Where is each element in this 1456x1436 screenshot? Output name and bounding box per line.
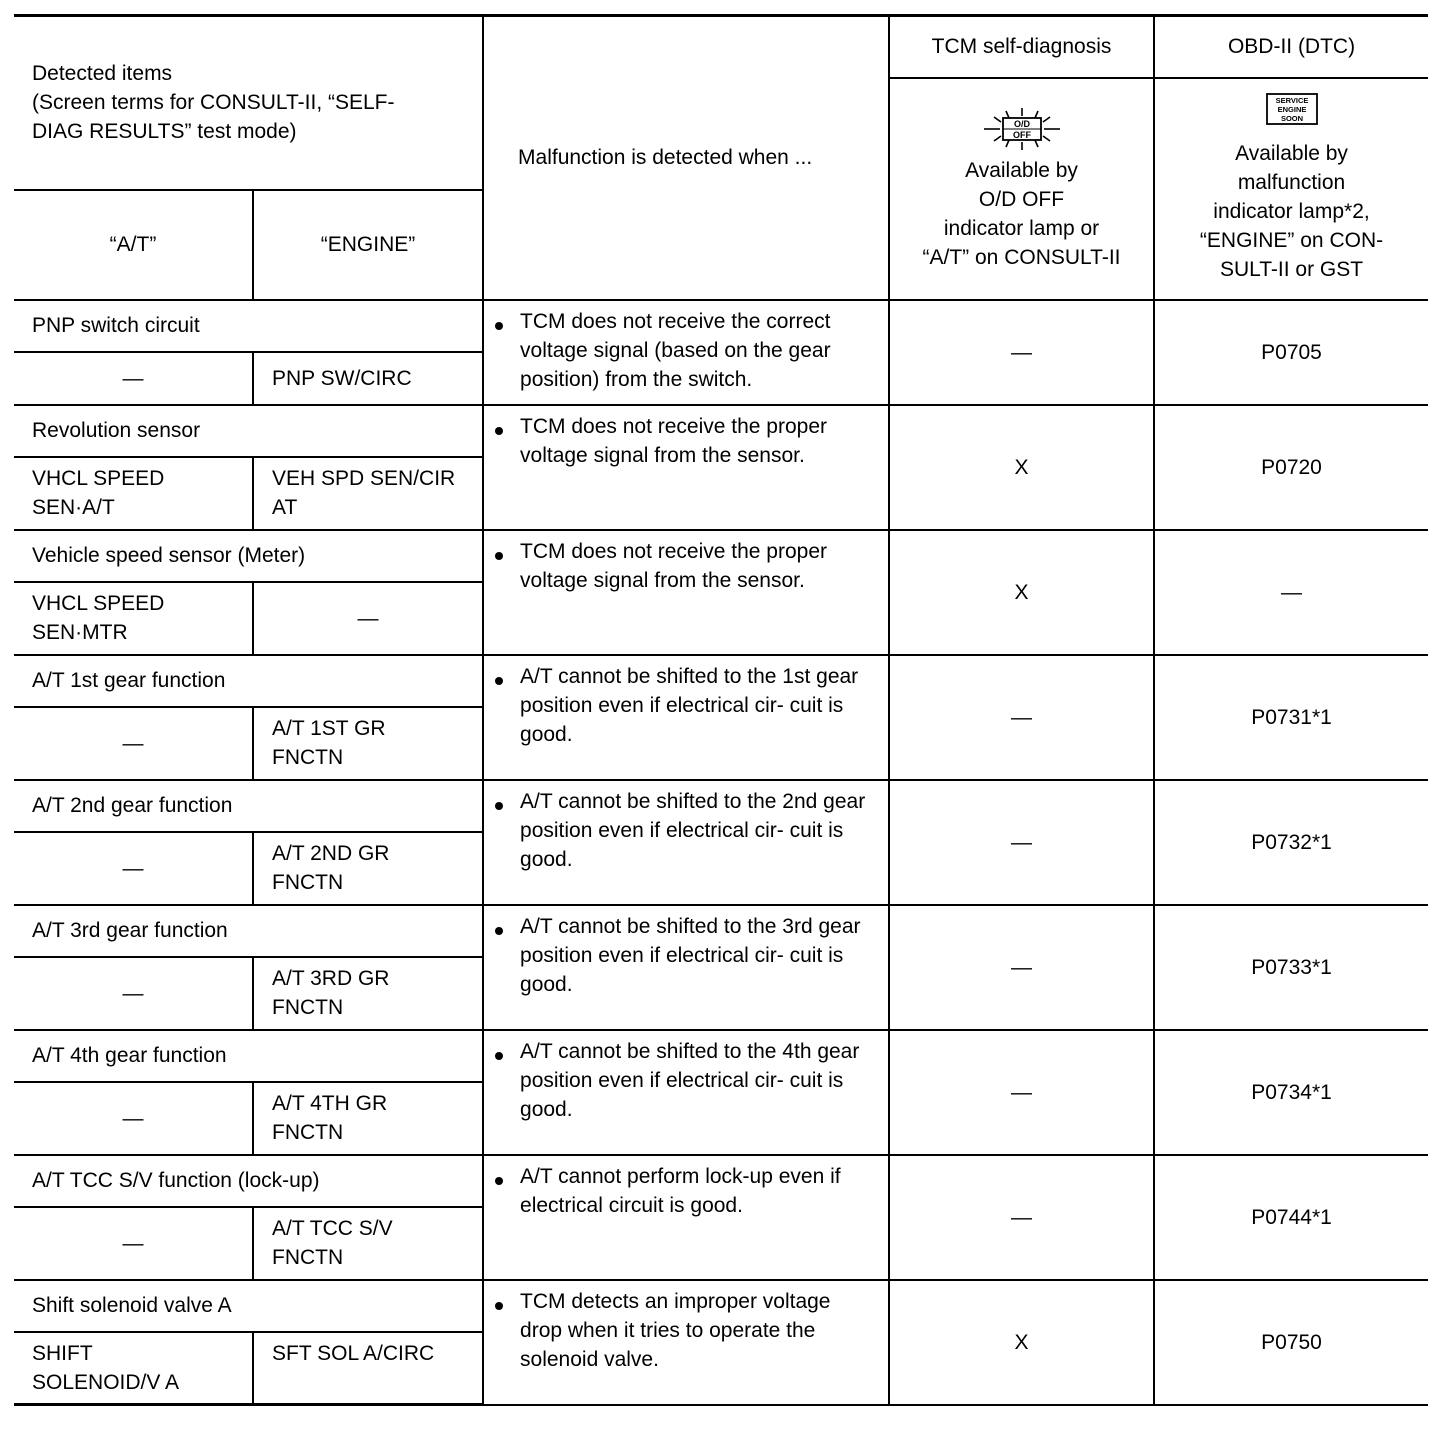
table-row xyxy=(14,1030,1428,1082)
malfunction-condition: TCM detects an improper voltage drop when it tries to operate the solenoid valve. xyxy=(483,1280,889,1405)
mil-text-3: SOON xyxy=(1280,114,1303,123)
od-lamp-text-1: O/D xyxy=(1013,118,1030,129)
mil-text-2: ENGINE xyxy=(1277,105,1306,114)
detected-item: A/T 2nd gear function xyxy=(14,780,483,832)
engine-screen-term: VEH SPD SEN/CIR AT xyxy=(253,457,483,530)
detected-item: A/T 3rd gear function xyxy=(14,905,483,957)
obd-dtc-value: P0733*1 xyxy=(1154,905,1428,1030)
engine-screen-term: A/T 3RD GR FNCTN xyxy=(253,957,483,1030)
tcm-self-diagnosis-value: X xyxy=(889,530,1154,655)
header-engine: “ENGINE” xyxy=(253,190,483,300)
detected-item: A/T 1st gear function xyxy=(14,655,483,707)
table-row xyxy=(14,1280,1428,1332)
malfunction-condition: A/T cannot perform lock-up even if electrical circuit is good. xyxy=(483,1155,889,1280)
header-at: “A/T” xyxy=(14,190,253,300)
malfunction-condition: A/T cannot be shifted to the 4th gear position even if electrical cir- cuit is good. xyxy=(483,1030,889,1155)
at-screen-term: — xyxy=(14,352,253,405)
table-row xyxy=(14,405,1428,457)
detected-item: Shift solenoid valve A xyxy=(14,1280,483,1332)
tcm-self-diagnosis-value: — xyxy=(889,655,1154,780)
engine-screen-term: A/T 4TH GR FNCTN xyxy=(253,1082,483,1155)
obd-dtc-value: P0720 xyxy=(1154,405,1428,530)
od-off-lamp-icon xyxy=(976,106,1068,152)
at-screen-term: VHCL SPEED SEN·MTR xyxy=(14,582,253,655)
table-row xyxy=(14,655,1428,707)
tcm-self-diagnosis-value: X xyxy=(889,405,1154,530)
obd-dtc-value: P0732*1 xyxy=(1154,780,1428,905)
obd-dtc-value: P0750 xyxy=(1154,1280,1428,1405)
tcm-self-diagnosis-value: — xyxy=(889,1030,1154,1155)
obd-dtc-value: P0705 xyxy=(1154,300,1428,405)
header-tcm-availability xyxy=(889,78,1154,300)
at-screen-term: VHCL SPEED SEN·A/T xyxy=(14,457,253,530)
table-row xyxy=(14,905,1428,957)
header-tcm-self-diagnosis: TCM self-diagnosis xyxy=(889,16,1154,78)
malfunction-condition: TCM does not receive the proper voltage signal from the sensor. xyxy=(483,530,889,655)
service-engine-soon-icon xyxy=(1266,93,1318,125)
tcm-self-diagnosis-value: — xyxy=(889,780,1154,905)
header-malfunction: Malfunction is detected when ... xyxy=(483,16,889,300)
engine-screen-term: SFT SOL A/CIRC xyxy=(253,1332,483,1405)
malfunction-condition: TCM does not receive the correct voltage signal (based on the gear position) from the switch. xyxy=(483,300,889,405)
tcm-self-diagnosis-value: — xyxy=(889,905,1154,1030)
engine-screen-term: A/T 2ND GR FNCTN xyxy=(253,832,483,905)
tcm-self-diagnosis-value: — xyxy=(889,300,1154,405)
at-screen-term: — xyxy=(14,957,253,1030)
self-diagnosis-table xyxy=(14,14,1428,1406)
at-screen-term: SHIFT SOLENOID/V A xyxy=(14,1332,253,1405)
detected-item: Vehicle speed sensor (Meter) xyxy=(14,530,483,582)
engine-screen-term: A/T TCC S/V FNCTN xyxy=(253,1207,483,1280)
malfunction-condition: A/T cannot be shifted to the 2nd gear position even if electrical cir- cuit is good. xyxy=(483,780,889,905)
malfunction-condition: A/T cannot be shifted to the 3rd gear position even if electrical cir- cuit is good. xyxy=(483,905,889,1030)
header-detected-items: Detected items (Screen terms for CONSULT-II, “SELF- DIAG RESULTS” test mode) xyxy=(14,16,483,190)
malfunction-condition: TCM does not receive the proper voltage signal from the sensor. xyxy=(483,405,889,530)
engine-screen-term: A/T 1ST GR FNCTN xyxy=(253,707,483,780)
engine-screen-term: PNP SW/CIRC xyxy=(253,352,483,405)
obd-dtc-value: P0744*1 xyxy=(1154,1155,1428,1280)
obd-dtc-value: P0731*1 xyxy=(1154,655,1428,780)
at-screen-term: — xyxy=(14,707,253,780)
tcm-self-diagnosis-value: — xyxy=(889,1155,1154,1280)
header-obd-dtc: OBD-II (DTC) xyxy=(1154,16,1428,78)
table-row xyxy=(14,780,1428,832)
obd-dtc-value: P0734*1 xyxy=(1154,1030,1428,1155)
header-obd-availability xyxy=(1154,78,1428,300)
at-screen-term: — xyxy=(14,1082,253,1155)
malfunction-condition: A/T cannot be shifted to the 1st gear position even if electrical cir- cuit is good. xyxy=(483,655,889,780)
tcm-self-diagnosis-value: X xyxy=(889,1280,1154,1405)
table-row xyxy=(14,530,1428,582)
detected-item: A/T TCC S/V function (lock-up) xyxy=(14,1155,483,1207)
engine-screen-term: — xyxy=(253,582,483,655)
detected-item: PNP switch circuit xyxy=(14,300,483,352)
detected-item: A/T 4th gear function xyxy=(14,1030,483,1082)
tcm-availability-text: Available by O/D OFF indicator lamp or “A/T” on CONSULT-II xyxy=(922,158,1121,269)
obd-availability-text: Available by malfunction indicator lamp*2, “ENGINE” on CON- SULT-II or GST xyxy=(1199,142,1384,281)
mil-text-1: SERVICE xyxy=(1275,96,1308,105)
table-row xyxy=(14,300,1428,352)
at-screen-term: — xyxy=(14,1207,253,1280)
od-lamp-text-2: OFF xyxy=(1012,129,1031,140)
obd-dtc-value: — xyxy=(1154,530,1428,655)
table-row xyxy=(14,1155,1428,1207)
at-screen-term: — xyxy=(14,832,253,905)
detected-item: Revolution sensor xyxy=(14,405,483,457)
